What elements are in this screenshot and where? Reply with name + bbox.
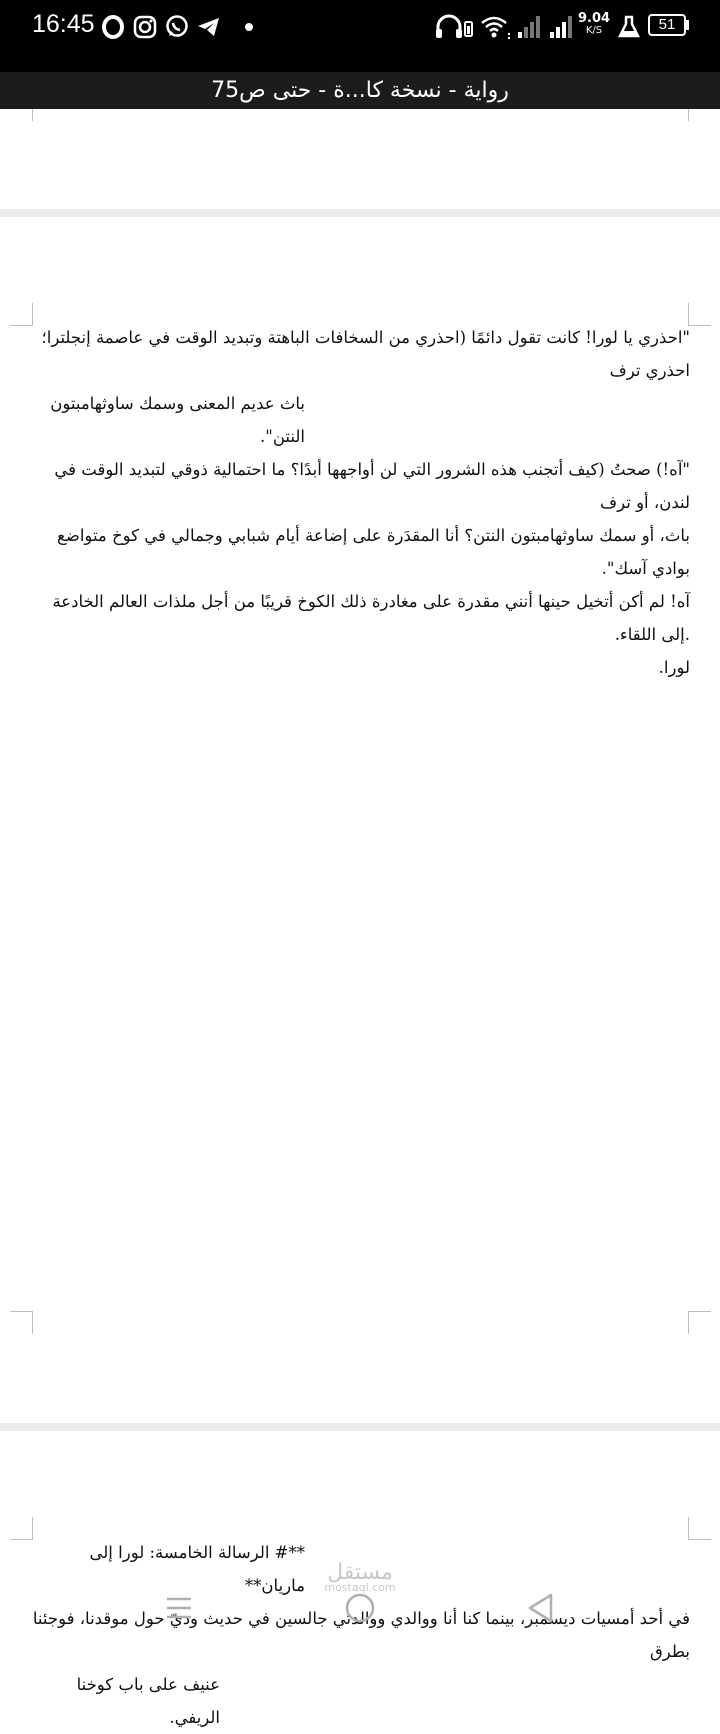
document-title-bar[interactable] — [0, 72, 720, 109]
text-line: عنيف على باب كوخنا الريفي. — [76, 1675, 220, 1727]
menu-icon[interactable] — [164, 1595, 194, 1625]
lab-icon — [616, 14, 642, 40]
text-line: باث عديم المعنى وسمك ساوثهامبتون النتن". — [50, 394, 305, 446]
watermark-domain: mostaql.com — [324, 1581, 396, 1594]
page-margin-corner — [688, 1311, 711, 1334]
speed-unit: K/S — [585, 25, 603, 36]
page-margin-corner — [688, 109, 711, 121]
document-page[interactable] — [0, 109, 720, 209]
home-icon[interactable] — [344, 1592, 376, 1628]
telegram-icon — [196, 14, 222, 40]
back-icon[interactable] — [526, 1592, 556, 1628]
signal-icon — [516, 14, 542, 40]
text-line: "آه!) صحتُ (كيف أتجنب هذه الشرور التي لن أواجهها أبدًا؟ ما احتمالية ذوقي لتبديد الوقت في لندن، أو ترف — [54, 460, 690, 512]
text-line: في أحد أمسيات ديسمبر، بينما كنا أنا ووالدي ووالدتي جالسين في حديث وديّ حول موقدنا، فوجئنا بطرق — [32, 1609, 690, 1661]
speed-value: 9.04 — [578, 11, 611, 26]
page-separator — [0, 209, 720, 217]
opera-icon — [100, 14, 126, 40]
document-page[interactable] — [0, 217, 720, 1423]
instagram-icon — [132, 14, 158, 40]
battery-level: 51 — [658, 16, 676, 33]
page-margin-corner — [10, 109, 33, 121]
text-line: لورا. — [658, 658, 690, 677]
status-bar — [0, 0, 720, 72]
page-separator — [0, 1423, 720, 1431]
dot-icon — [236, 14, 262, 40]
page-margin-corner — [10, 1311, 33, 1334]
status-time: 16:45 — [32, 10, 95, 38]
navigation-bar — [0, 1580, 720, 1640]
document-title: رواية - نسخة كا...ة - حتى ص75 — [211, 78, 509, 103]
text-line: باث، أو سمك ساوثهامبتون النتن؟ أنا المقدَرة على إضاعة أيام شبابي وجمالي في كوخ متواضع بوادي آسك". — [57, 526, 690, 578]
section-heading: **# الرسالة الخامسة: لورا إلى ماريان** — [89, 1543, 305, 1595]
battery-icon — [648, 14, 686, 36]
battery-tip — [686, 20, 689, 30]
network-speed — [578, 13, 610, 37]
signal-icon — [548, 14, 574, 40]
text-line: "احذري يا لورا! كانت تقول دائمًا (احذري من السخافات الباهتة وتبديد الوقت في عاصمة إنجلترا؛ احذري ترف — [41, 328, 690, 380]
whatsapp-icon — [164, 14, 190, 40]
text-line: آه! لم أكن أتخيل حينها أنني مقدرة على مغادرة ذلك الكوخ قريبًا من أجل ملذات العالم الخادعة .إلى اللقاء. — [52, 592, 690, 644]
watermark-brand: مستقل — [327, 1560, 393, 1585]
headphones-icon — [434, 14, 474, 40]
wifi-icon — [480, 14, 512, 40]
page-margin-corner — [688, 1517, 711, 1540]
page-text — [30, 321, 690, 684]
page-margin-corner — [688, 303, 711, 326]
